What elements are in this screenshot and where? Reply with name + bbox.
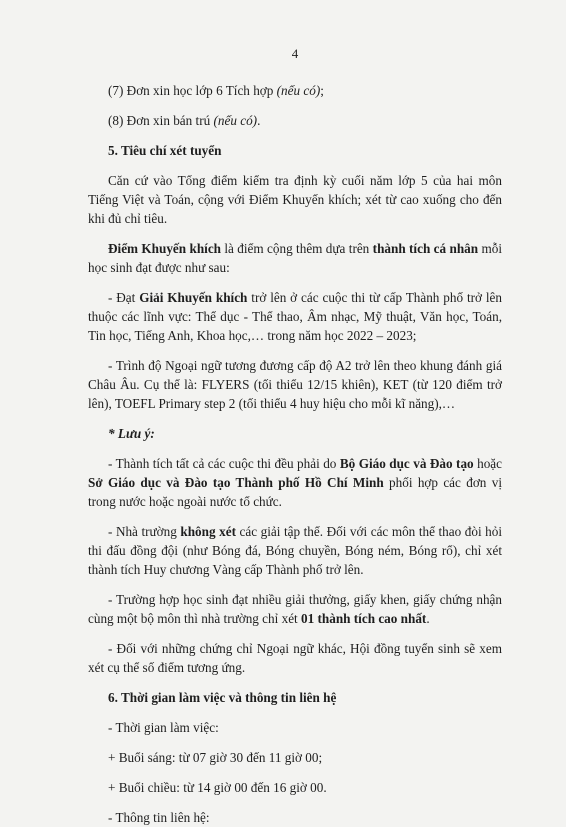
list-item-7: (7) Đơn xin học lớp 6 Tích hợp (nếu có);: [108, 83, 324, 98]
section-6-heading: 6. Thời gian làm việc và thông tin liên hệ: [108, 690, 337, 705]
criteria-language: - Trình độ Ngoại ngữ tương đương cấp độ A2 trở lên theo khung đánh giá Châu Âu. Cụ thể là: FLYERS (tối thiểu 12/15 khiên), KET (từ 120 điểm trở lên), TOEFL Primary step 2 (tối thiểu 4 huy hiệu cho mỗi kĩ năng),…: [88, 358, 502, 411]
contact-label: - Thông tin liên hệ:: [108, 810, 210, 825]
note-4: - Đối với những chứng chỉ Ngoại ngữ khác, Hội đồng tuyển sinh sẽ xem xét cụ thể số điểm tương ứng.: [88, 641, 502, 675]
section-5-intro: Căn cứ vào Tổng điểm kiểm tra định kỳ cuối năm lớp 5 của hai môn Tiếng Việt và Toán, cộng với Điểm Khuyến khích; xét từ cao xuống cho đến khi đủ chỉ tiêu.: [88, 173, 502, 226]
working-hours-label: - Thời gian làm việc:: [108, 720, 219, 735]
list-item-8: (8) Đơn xin bán trú (nếu có).: [108, 113, 261, 128]
note-1: - Thành tích tất cả các cuộc thi đều phải do Bộ Giáo dục và Đào tạo hoặc Sở Giáo dục và Đào tạo Thành phố Hồ Chí Minh phối hợp các đơn vị trong nước hoặc ngoài nước tổ chức.: [88, 456, 502, 509]
morning-hours: + Buổi sáng: từ 07 giờ 30 đến 11 giờ 00;: [108, 750, 323, 765]
afternoon-hours: + Buổi chiều: từ 14 giờ 00 đến 16 giờ 00.: [108, 780, 327, 795]
note-3: - Trường hợp học sinh đạt nhiều giải thưởng, giấy khen, giấy chứng nhận cùng một bộ môn thì nhà trường chỉ xét 01 thành tích cao nhất.: [88, 592, 502, 626]
page-number: 4: [291, 46, 299, 61]
note-2: - Nhà trường không xét các giải tập thể. Đối với các môn thể thao đòi hỏi thi đấu đồng đội (như Bóng đá, Bóng chuyền, Bóng ném, Bóng rổ), chỉ xét thành tích Huy chương Vàng cấp Thành phố trở lên.: [88, 524, 503, 577]
criteria-award: - Đạt Giải Khuyến khích trở lên ở các cuộc thi từ cấp Thành phố trở lên thuộc các lĩnh vực: Thể dục - Thể thao, Âm nhạc, Mỹ thuật, Văn học, Toán, Tin học, Tiếng Anh, Khoa học,… trong năm học 2022 – 2023;: [88, 290, 502, 343]
note-label: * Lưu ý:: [108, 426, 155, 441]
bonus-definition: Điểm Khuyến khích là điểm cộng thêm dựa trên thành tích cá nhân mỗi học sinh đạt được như sau:: [88, 241, 502, 275]
section-5-heading: 5. Tiêu chí xét tuyển: [108, 143, 222, 158]
